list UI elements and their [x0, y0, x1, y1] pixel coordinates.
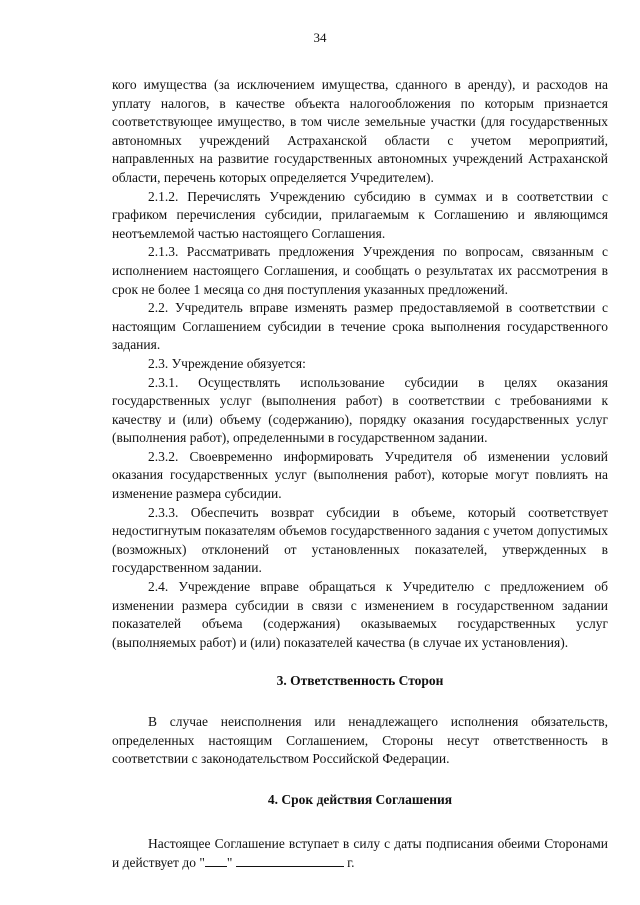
section-4-text: [112, 835, 608, 872]
section-4-heading: 4. Срок действия Соглашения: [267, 791, 453, 807]
paragraph-2-3-3: 2.3.3. Обеспечить возврат субсидии в объеме, который соответствует недостигнутым показателям объемов государственного задания с учетом допустимых (возможных) отклонений от установленных показателей, утвержденных в государственном задании.: [112, 504, 608, 576]
section-4-text-start: Настоящее Соглашение вступает в силу с даты подписания обеими Сторонами и действует до ": [112, 836, 608, 870]
section-3-text: В случае неисполнения или ненадлежащего исполнения обязательств, определенных настоящим Соглашением, Стороны несут ответственность в соответствии с законодательством Российской Федерации.: [112, 714, 608, 767]
paragraph-2-3-1: 2.3.1. Осуществлять использование субсидии в целях оказания государственных услуг (выполнения работ) в соответствии с требованиями к качеству и (или) объему (содержанию), порядку оказания государственных услуг (выполнения работ), определенными в государственном задании.: [112, 374, 608, 446]
section-4-year-suffix: г.: [347, 854, 355, 870]
document-body: [112, 76, 608, 873]
month-year-blank: [236, 854, 344, 867]
paragraph-2-1-2: 2.1.2. Перечислять Учреждению субсидию в суммах и в соответствии с графиком перечисления субсидии, прилагаемым к Соглашению и являющимся неотъемлемой частью настоящего Соглашения.: [112, 188, 608, 241]
paragraph-2-3: 2.3. Учреждение обязуется:: [148, 355, 306, 371]
paragraph-continuation: кого имущества (за исключением имущества, сданного в аренду), и расходов на уплату налогов, в качестве объекта налогообложения по которым признается соответствующее имущество, в том числе земельные участки (для государственных автономных учреждений Астраханской области с учетом мероприятий, направленных на развитие государственных автономных учреждений Астраханской области, перечень которых определяется Учредителем).: [112, 77, 608, 185]
paragraph-2-3-2: 2.3.2. Своевременно информировать Учредителя об изменении условий оказания государственных услуг (выполнения работ), которые могут повлиять на изменение размера субсидии.: [112, 448, 608, 502]
day-blank: [205, 854, 227, 867]
paragraph-2-4: 2.4. Учреждение вправе обращаться к Учредителю с предложением об изменении размера субсидии в связи с изменением в государственном задании показателей объема (содержания) оказываемых государственных услуг (выполняемых работ) и (или) показателей качества (в случае их установления).: [112, 579, 608, 650]
section-4-quote: ": [226, 854, 233, 870]
paragraph-2-1-3: 2.1.3. Рассматривать предложения Учреждения по вопросам, связанным с исполнением настоящего Соглашения, и сообщать о результатах их рассмотрения в срок не более 1 месяца со дня поступления указанных предложений.: [112, 244, 608, 297]
page-number: 34: [313, 30, 327, 45]
section-3-heading: 3. Ответственность Сторон: [276, 673, 444, 689]
paragraph-2-2: 2.2. Учредитель вправе изменять размер предоставляемой в соответствии с настоящим Соглашением субсидии в течение срока выполнения государственного задания.: [112, 300, 608, 353]
